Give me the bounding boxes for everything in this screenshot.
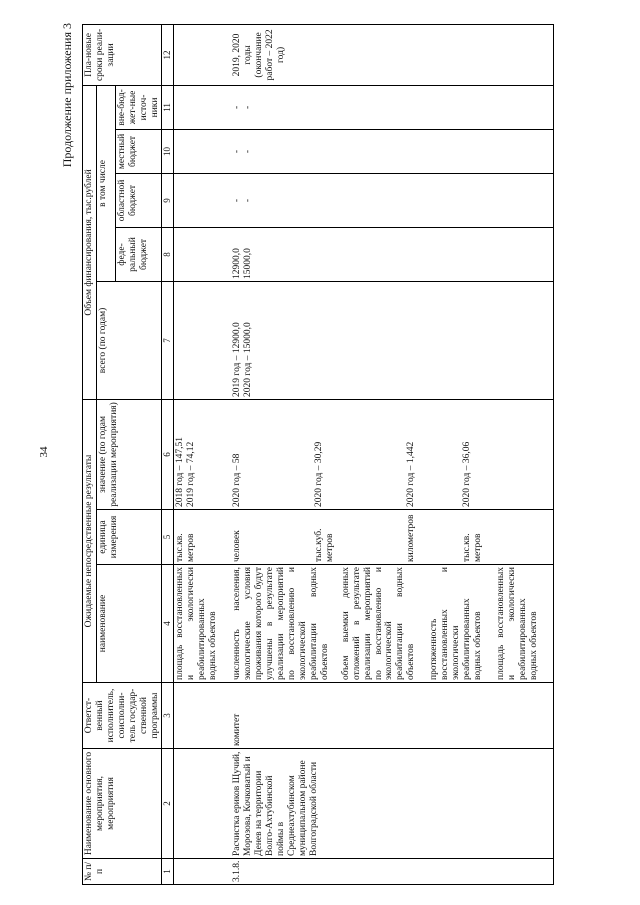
appendix-caption: Продолжение приложения 3 — [60, 23, 74, 168]
continuation-result-values — [173, 399, 231, 509]
result-value: 2020 год – 36,06 — [462, 441, 473, 507]
event-local — [231, 129, 553, 173]
rotated-sheet — [60, 15, 640, 885]
col-number: 7 — [162, 281, 173, 399]
total-value: 2020 год – 15000,0 — [243, 322, 254, 397]
federal-value: 15000,0 — [243, 248, 254, 279]
col-number: 10 — [162, 129, 173, 173]
col-number: 6 — [162, 399, 173, 509]
event-title: Расчистка ериков Щучий, Морозова, Кочковатый и Денев на территории Волго-Ахтубинской поймы в Среднеахтубинском муниципальном районе Волгоградской области — [231, 749, 553, 859]
total-value: 2019 год – 12900,0 — [232, 322, 243, 397]
program-table — [82, 24, 554, 885]
result-name: объем выемки донных отложений в результате реализации мероприятий по восстановлению и экологической реабилитации водных объектов — [340, 567, 417, 680]
extra-value: - — [243, 105, 254, 110]
header-result-name: наименование — [96, 565, 162, 683]
event-result-names — [231, 565, 553, 683]
header-including: в том числе — [96, 85, 115, 281]
event-total — [231, 281, 553, 399]
header-results-group: Ожидаемые непосредственные результаты — [83, 399, 97, 682]
event-number: 3.1.8. — [231, 859, 553, 885]
result-value: 2020 год – 58 — [232, 453, 243, 507]
event-federal — [231, 227, 553, 281]
local-value: - — [243, 149, 254, 154]
event-regional — [231, 173, 553, 227]
header-event-name: Наименование основного мероприятия, мероприятия — [83, 749, 162, 859]
col-number: 11 — [162, 85, 173, 129]
extra-value: - — [232, 105, 243, 110]
header-num: № п/п — [83, 859, 162, 885]
continuation-value: 2018 год – 147,51 — [174, 437, 185, 507]
header-extra: вне-бюд-жет-ные источ-ники — [115, 85, 162, 129]
header-total: всего (по годам) — [96, 281, 162, 399]
header-local: местный бюджет — [115, 129, 162, 173]
continuation-result-name: площадь восстановленных и экологически реабилитированных водных объектов — [174, 567, 218, 680]
col-number: 8 — [162, 227, 173, 281]
local-value: - — [232, 149, 243, 154]
result-value: 2020 год – 1,442 — [406, 441, 417, 507]
header-federal: феде-ральный бюджет — [115, 227, 162, 281]
header-finance-group: Объем финансирования, тыс.рублей — [83, 85, 97, 399]
col-number: 5 — [162, 510, 173, 565]
regional-value: - — [243, 198, 254, 203]
column-numbers-row — [162, 24, 173, 884]
result-name: протяженность восстановленных и экологически реабилитированных водных объектов — [429, 567, 483, 680]
col-number: 3 — [162, 683, 173, 749]
event-responsible: комитет — [231, 683, 553, 749]
col-number: 9 — [162, 173, 173, 227]
result-unit: тыс.куб. метров — [314, 528, 336, 562]
result-unit: километров — [406, 514, 417, 562]
result-value: 2020 год – 30,29 — [314, 441, 325, 507]
continuation-result-unit: тыс.кв. метров — [173, 510, 231, 565]
page-number: 34 — [38, 446, 50, 458]
event-extra — [231, 85, 553, 129]
col-number: 12 — [162, 24, 173, 85]
regional-value: - — [232, 198, 243, 203]
header-responsible: Ответст-венный исполнитель, соисполни-тель государ-ственной программы — [83, 683, 162, 749]
col-number: 4 — [162, 565, 173, 683]
col-number: 2 — [162, 749, 173, 859]
event-result-values — [231, 399, 553, 509]
federal-value: 12900,0 — [232, 248, 243, 279]
result-unit: тыс.кв. метров — [462, 533, 484, 562]
header-result-value: значение (по годам реализации мероприятия) — [96, 399, 162, 509]
continuation-value: 2019 год – 74,12 — [185, 441, 196, 507]
result-unit: человек — [232, 530, 243, 562]
event-result-units — [231, 510, 553, 565]
header-result-unit: единица измерения — [96, 510, 162, 565]
event-row — [231, 24, 553, 884]
col-number: 1 — [162, 859, 173, 885]
header-regional: областной бюджет — [115, 173, 162, 227]
result-name: численность населения, экологические условия проживания которого будут улучшены в результате реализации мероприятий по восстановлению и экологической реабилитации водных объектов — [232, 567, 330, 680]
continuation-row — [173, 24, 231, 884]
event-terms: 2019, 2020 годы (окончание работ – 2022 год) — [231, 24, 553, 85]
result-name: площадь восстановленных и экологически реабилитированных водных объектов — [495, 567, 539, 680]
header-terms: Пла-новые сроки реали-зации — [83, 24, 162, 85]
